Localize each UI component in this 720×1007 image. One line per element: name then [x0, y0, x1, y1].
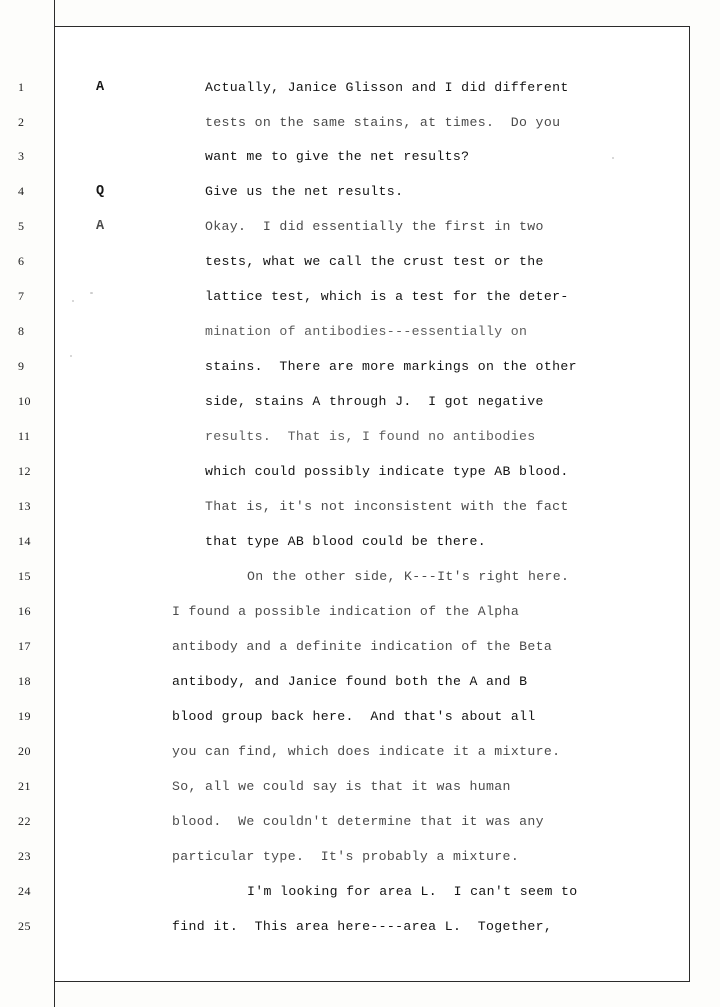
transcript-line — [0, 569, 720, 604]
line-text: blood group back here. And that's about all — [172, 709, 536, 724]
transcript-line — [0, 80, 720, 115]
line-text: Give us the net results. — [205, 184, 404, 199]
transcript-line — [0, 464, 720, 499]
line-number: 7 — [18, 289, 25, 303]
line-number: 15 — [18, 569, 31, 583]
line-text: results. That is, I found no antibodies — [205, 429, 536, 444]
transcript-line — [0, 744, 720, 779]
transcript-line — [0, 429, 720, 464]
transcript-line — [0, 219, 720, 254]
transcript-line — [0, 919, 720, 954]
line-number: 22 — [18, 814, 31, 828]
line-text: lattice test, which is a test for the deter- — [205, 289, 569, 304]
line-text: side, stains A through J. I got negative — [205, 394, 544, 409]
line-number: 21 — [18, 779, 31, 793]
line-number: 14 — [18, 534, 31, 548]
line-number: 19 — [18, 709, 31, 723]
speaker-label: A — [96, 219, 105, 234]
line-number: 24 — [18, 884, 31, 898]
line-text: want me to give the net results? — [205, 149, 470, 164]
transcript-line — [0, 394, 720, 429]
line-text: that type AB blood could be there. — [205, 534, 486, 549]
line-number: 4 — [18, 184, 25, 198]
line-text: blood. We couldn't determine that it was any — [172, 814, 544, 829]
line-number: 13 — [18, 499, 31, 513]
transcript-line — [0, 779, 720, 814]
line-text: stains. There are more markings on the other — [205, 359, 577, 374]
line-text: antibody and a definite indication of the Beta — [172, 639, 553, 654]
line-text: mination of antibodies---essentially on — [205, 324, 528, 339]
transcript-line — [0, 674, 720, 709]
transcript-line — [0, 324, 720, 359]
line-text: tests on the same stains, at times. Do you — [205, 115, 561, 130]
line-number: 16 — [18, 604, 31, 618]
line-number: 11 — [18, 429, 31, 443]
line-text: I'm looking for area L. I can't seem to — [247, 884, 578, 899]
line-text: you can find, which does indicate it a mixture. — [172, 744, 561, 759]
transcript-line — [0, 254, 720, 289]
transcript-line — [0, 184, 720, 219]
line-text: On the other side, K---It's right here. — [247, 569, 570, 584]
line-number: 6 — [18, 254, 25, 268]
transcript-line — [0, 289, 720, 324]
line-number: 20 — [18, 744, 31, 758]
line-number: 3 — [18, 149, 25, 163]
line-text: So, all we could say is that it was human — [172, 779, 511, 794]
transcript-line — [0, 149, 720, 184]
line-number: 18 — [18, 674, 31, 688]
line-text: I found a possible indication of the Alpha — [172, 604, 520, 619]
scan-speckle — [70, 355, 72, 357]
line-number: 8 — [18, 324, 25, 338]
transcript-line — [0, 639, 720, 674]
scan-speckle — [90, 292, 93, 294]
line-text: Actually, Janice Glisson and I did different — [205, 80, 569, 95]
transcript-line — [0, 709, 720, 744]
scan-speckle — [72, 300, 74, 302]
line-number: 1 — [18, 80, 25, 94]
transcript-line — [0, 814, 720, 849]
line-number: 2 — [18, 115, 25, 129]
line-text: Okay. I did essentially the first in two — [205, 219, 544, 234]
line-number: 9 — [18, 359, 25, 373]
line-number: 12 — [18, 464, 31, 478]
transcript-line — [0, 849, 720, 884]
transcript-line — [0, 115, 720, 150]
scan-speckle — [612, 157, 614, 159]
transcript-line — [0, 884, 720, 919]
transcript-line — [0, 499, 720, 534]
line-text: find it. This area here----area L. Together, — [172, 919, 553, 934]
line-number: 17 — [18, 639, 31, 653]
transcript-line — [0, 359, 720, 394]
transcript-line — [0, 604, 720, 639]
line-number: 5 — [18, 219, 25, 233]
line-number: 10 — [18, 394, 31, 408]
line-text: That is, it's not inconsistent with the fact — [205, 499, 569, 514]
speaker-label: A — [96, 80, 105, 95]
line-number: 25 — [18, 919, 31, 933]
line-number: 23 — [18, 849, 31, 863]
line-text: antibody, and Janice found both the A and B — [172, 674, 528, 689]
transcript-line — [0, 534, 720, 569]
line-text: which could possibly indicate type AB blood. — [205, 464, 569, 479]
speaker-label: Q — [96, 184, 105, 199]
line-text: particular type. It's probably a mixture. — [172, 849, 520, 864]
line-text: tests, what we call the crust test or the — [205, 254, 544, 269]
